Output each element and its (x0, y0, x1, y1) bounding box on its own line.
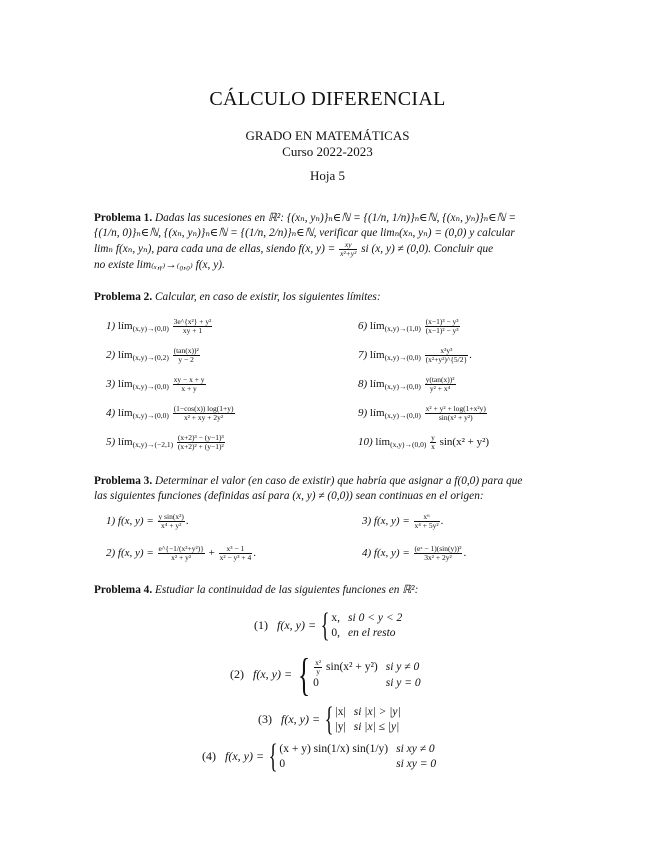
function-tail: . (253, 547, 257, 560)
limit-item (358, 318, 461, 335)
limit-number: 5) (106, 436, 118, 449)
piecewise-function (254, 609, 410, 643)
case-condition: si y ≠ 0 (385, 661, 420, 673)
function-tail: . (440, 515, 444, 528)
document-title: CÁLCULO DIFERENCIAL (209, 88, 446, 110)
left-brace: { (324, 701, 334, 738)
piecewise-function (258, 703, 409, 737)
limit-operator: lím (117, 378, 133, 391)
piecewise-number: (2) (230, 666, 253, 681)
function-item (362, 513, 443, 530)
case-value: 0, (331, 627, 341, 639)
problem-3-label: Problema 3. (94, 475, 153, 487)
limit-item (358, 376, 457, 393)
piecewise-function (202, 740, 444, 774)
function-item (106, 545, 256, 562)
function-lhs: f(x, y) = (373, 515, 413, 528)
degree-name: GRADO EN MATEMÁTICAS (245, 128, 410, 143)
function-lhs: f(x, y) = (117, 515, 157, 528)
piecewise-number: (3) (258, 711, 281, 726)
limit-subscript: (x,y)→(0,0) (384, 353, 421, 363)
case-value: 0 (279, 758, 286, 770)
piecewise-cases (279, 742, 444, 772)
limit-subscript: (x,y)→(1,0) (384, 324, 421, 334)
limit-subscript: (x,y)→(0,2) (132, 353, 169, 363)
limit-number: 2) (106, 349, 118, 362)
case-condition: si |x| > |y| (353, 706, 401, 718)
limit-item (106, 318, 213, 335)
case-condition: si y = 0 (385, 677, 421, 689)
case-value: |x| (335, 706, 346, 718)
function-fraction: $\frac{\text{x⁶}}{\text{x⁴ + 5y²}}$ (414, 512, 439, 530)
case-condition: si xy ≠ 0 (396, 743, 435, 755)
problem-3-line-2: las siguientes funciones (definidas así para (x, y) ≠ (0,0)) sean continuas en el origen: (94, 490, 484, 502)
piecewise-cases (313, 659, 429, 691)
piecewise-cases (335, 705, 408, 735)
case-condition: si |x| ≤ |y| (353, 721, 400, 733)
left-brace: { (320, 607, 330, 644)
limit-subscript: (x,y)→(0,0) (132, 324, 169, 334)
function-fraction-extra: $\frac{\text{x³ − 1}}{\text{x² − y³ + 4}}$ (219, 544, 252, 562)
limit-number: 4) (106, 407, 118, 420)
problem-1 (94, 211, 596, 273)
limit-subscript: (x,y)→(0,0) (384, 411, 421, 421)
problem-1-line-3b: si (x, y) ≠ (0,0). Concluir que (361, 243, 494, 256)
problem-1-fraction: $\frac{xy}{\text{x²+y²}}$ (340, 240, 357, 258)
limit-item (358, 405, 488, 422)
case-value: (x + y) sin(1/x) sin(1/y) (279, 743, 389, 755)
limit-subscript: (x,y)→(0,0) (390, 440, 427, 450)
piecewise-cases (331, 611, 410, 641)
limit-fraction: $\frac{\text{y(tan(x))²}}{\text{y² + x⁴}}$ (425, 375, 455, 393)
course-year: Curso 2022-2023 (282, 144, 373, 159)
limit-fraction: $\frac{y}{x}$ (431, 433, 435, 451)
piecewise-number: (4) (202, 748, 225, 763)
case-condition: si 0 < y < 2 (348, 612, 403, 624)
limit-fraction: $\frac{\text{x² + y² + log(1+x²y)}}{\text{sin(x² + y²)}}$ (425, 404, 486, 422)
limit-operator: lím (369, 349, 385, 362)
limit-item (106, 347, 201, 364)
limit-operator: lím (369, 407, 385, 420)
function-item (362, 545, 466, 562)
problem-2-label: Problema 2. (94, 291, 153, 303)
limit-fraction: $\frac{(1-\cos(x)) \log(1+y)}{\text{x² + xy + 2y²}}$ (173, 404, 234, 422)
limit-operator: lím (375, 436, 391, 449)
limit-subscript: (x,y)→(0,0) (132, 382, 169, 392)
problem-1-line-1: Dadas las sucesiones en ℝ²: {(xₙ, yₙ)}ₙ∈ℕ = {(1/n, 1/n)}ₙ∈ℕ, {(xₙ, yₙ)}ₙ∈ℕ = (154, 212, 517, 224)
limit-number: 7) (358, 349, 370, 362)
piecewise-lhs: f(x, y) = (253, 666, 296, 681)
function-tail: . (185, 515, 189, 528)
limit-operator: lím (117, 349, 133, 362)
problem-1-line-2: {(1/n, 0)}ₙ∈ℕ, {(xₙ, yₙ)}ₙ∈ℕ = {(1/n, 2/n)}ₙ∈ℕ, verificar que limₙ(xₙ, yₙ) = (0,0) y calcular (94, 227, 515, 239)
plus-sign: + (205, 547, 218, 560)
problem-1-line-4: no existe lim₍ₓ,ᵧ₎→₍₀,₀₎ f(x, y). (94, 259, 225, 271)
limit-item (106, 376, 207, 393)
function-number: 2) (106, 547, 118, 560)
limit-operator: lím (117, 407, 133, 420)
limit-number: 9) (358, 407, 370, 420)
function-item (106, 513, 189, 530)
left-brace: { (268, 738, 278, 775)
limit-subscript: (x,y)→(0,0) (384, 382, 421, 392)
function-fraction: $\frac{\text{y sin(x²)}}{\text{x⁴ + y²}}$ (158, 512, 184, 530)
problem-1-label: Problema 1. (94, 212, 153, 224)
case-condition: en el resto (348, 627, 396, 639)
function-number: 3) (362, 515, 374, 528)
limit-operator: lím (369, 320, 385, 333)
limit-number: 3) (106, 378, 118, 391)
piecewise-lhs: f(x, y) = (225, 748, 268, 763)
problem-3 (94, 474, 596, 504)
problem-2-heading (94, 290, 596, 305)
case-value: |y| (335, 721, 346, 733)
function-number: 4) (362, 547, 374, 560)
function-fraction: $\frac{\text{(eˣ − 1)(sin(y))²}}{\text{3x² + 2y²}}$ (414, 544, 462, 562)
piecewise-number: (1) (254, 617, 277, 632)
problem-2-text: Calcular, en caso de existir, los siguientes límites: (154, 291, 381, 303)
limit-item (358, 434, 489, 451)
limit-fraction: $\frac{\text{(x+2)³ − (y−1)³}}{\text{(x+2)² + (y−1)²}}$ (177, 433, 224, 451)
left-brace: { (298, 649, 311, 700)
case-value: x, (331, 612, 341, 624)
limit-fraction: $\frac{\text{3e\textasciicircum{}\{x²\} + y²}}{xy + 1}$ (173, 317, 212, 335)
problem-4-heading (94, 583, 596, 598)
limit-number: 10) (358, 436, 376, 449)
case-condition: si xy = 0 (396, 758, 437, 770)
function-number: 1) (106, 515, 118, 528)
case-value: 0 (313, 677, 319, 689)
limit-tail: sin(x² + y²) (436, 436, 490, 449)
function-lhs: f(x, y) = (117, 547, 157, 560)
problem-4-label: Problema 4. (94, 584, 153, 596)
limit-item (358, 347, 472, 364)
limit-operator: lím (369, 378, 385, 391)
limit-number: 6) (358, 320, 370, 333)
limit-item (106, 405, 236, 422)
limit-item (106, 434, 226, 451)
limit-fraction: $\frac{\text{(x−1)³ − y³}}{\text{(x−1)² − y³}}$ (425, 317, 459, 335)
case-value: $\frac{\text{x²}}{y}$ sin(x² + y²) (315, 658, 378, 676)
limit-tail: . (469, 349, 472, 362)
limit-fraction: $\frac{\text{(tan(x))²}}{y - 2}$ (173, 346, 199, 364)
piecewise-function (230, 649, 429, 700)
function-lhs: f(x, y) = (373, 547, 413, 560)
limit-fraction: $\frac{xy - x + y}{x + y}$ (173, 375, 205, 393)
function-tail: . (463, 547, 467, 560)
problem-3-line-1: Determinar el valor (en caso de existir) que habría que asignar a f(0,0) para que (154, 475, 523, 487)
limit-operator: lím (117, 436, 133, 449)
limit-subscript: (x,y)→(−2,1) (132, 440, 174, 450)
case-fraction: $\frac{\text{x²}}{y}$ (315, 658, 322, 676)
limit-number: 8) (358, 378, 370, 391)
sheet-number: Hoja 5 (309, 168, 346, 183)
function-fraction: $\frac{\text{e\textasciicircum{}\{−1/(x²+y²)\}}}{\text{x² + y²}}$ (158, 544, 204, 562)
problem-1-line-3a: limₙ f(xₙ, yₙ), para cada una de ellas, siendo f(x, y) = (94, 243, 336, 256)
limit-subscript: (x,y)→(0,0) (132, 411, 169, 421)
piecewise-lhs: f(x, y) = (281, 711, 324, 726)
limit-operator: lím (117, 320, 133, 333)
problem-4-text: Estudiar la continuidad de las siguientes funciones en ℝ²: (154, 584, 419, 596)
limit-fraction: $\frac{\text{x³y³}}{\text{(x²+y²)\textasciicircum{}\{5/2\}}}$ (425, 346, 468, 364)
limit-number: 1) (106, 320, 118, 333)
piecewise-lhs: f(x, y) = (277, 617, 320, 632)
